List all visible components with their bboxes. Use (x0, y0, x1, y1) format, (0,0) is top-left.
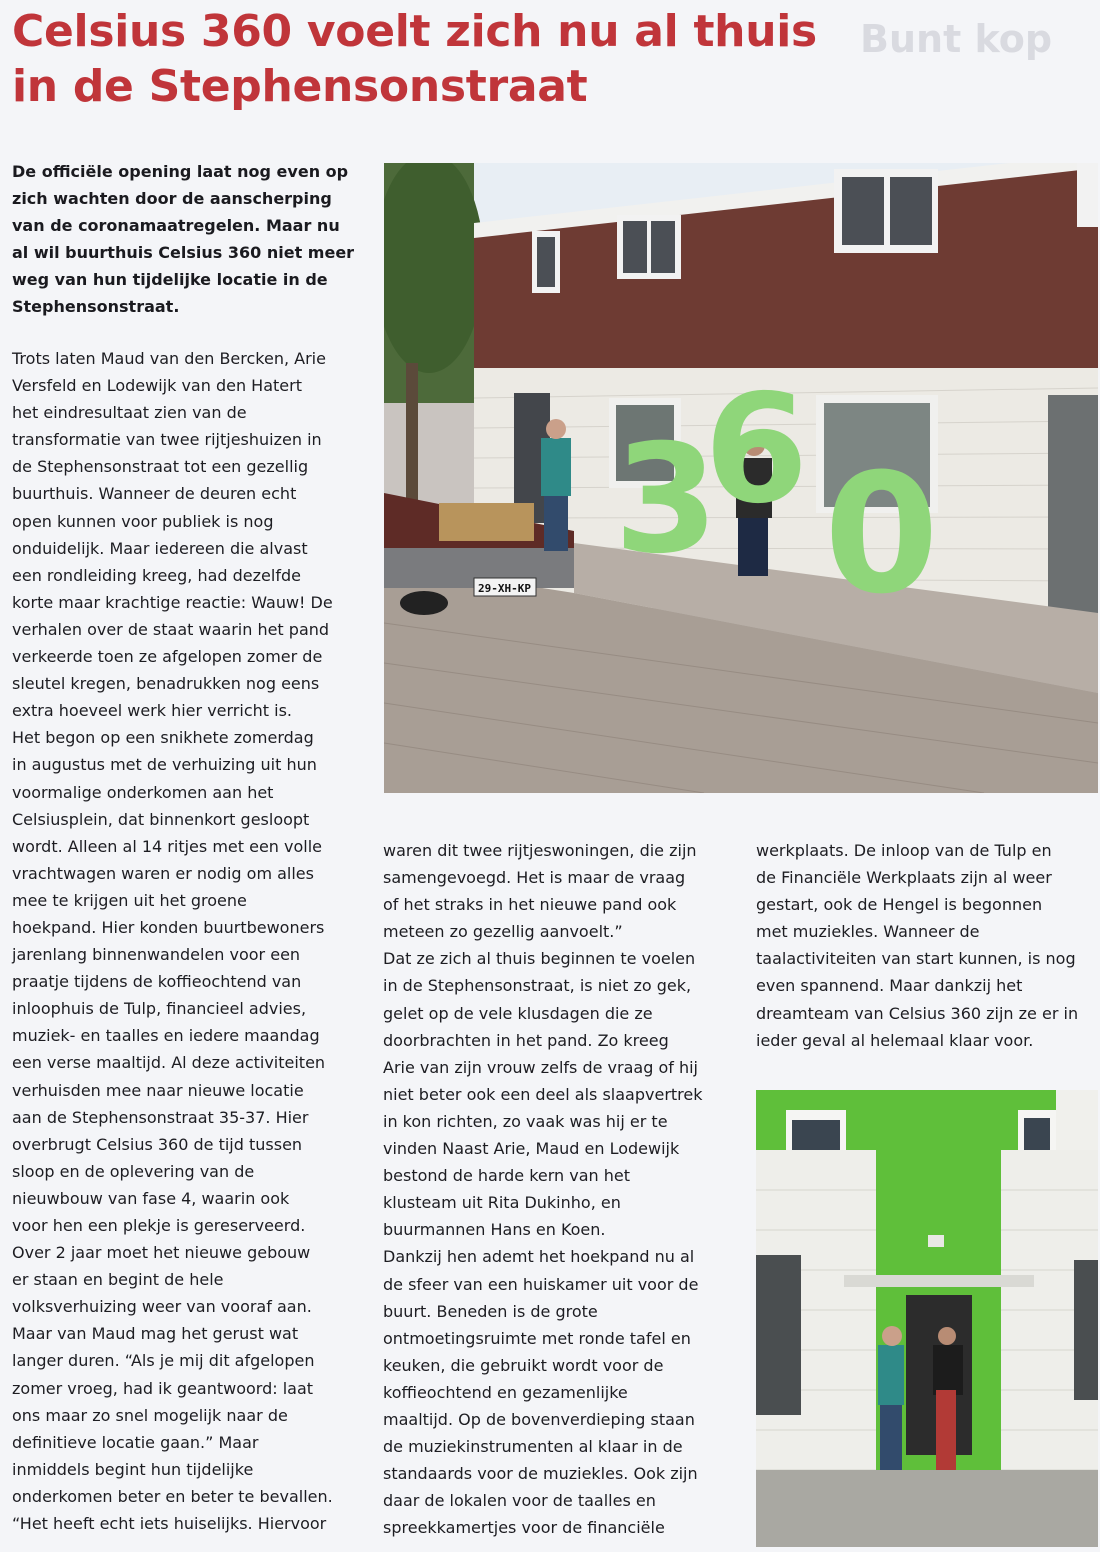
text-line: wordt. Alleen al 14 ritjes met een volle (12, 836, 323, 856)
text-line: in de Stephensonstraat, is niet zo gek, (383, 976, 692, 996)
text-line: ieder geval al helemaal klaar voor. (756, 1030, 1034, 1050)
text-line: Stephensonstraat. (12, 297, 180, 316)
text-line: onduidelijk. Maar iedereen die alvast (12, 538, 308, 558)
text-line: met muziekles. Wanneer de (756, 922, 980, 942)
text-line: Arie van zijn vrouw zelfs de vraag of hij (383, 1057, 698, 1077)
text-line: definitieve locatie gaan.” Maar (12, 1432, 259, 1452)
text-line: mee te krijgen uit het groene (12, 890, 247, 910)
text-line: gelet op de vele klusdagen die ze (383, 1003, 653, 1023)
text-line: muziek- en taalles en iedere maandag (12, 1026, 320, 1046)
text-line: hoekpand. Hier konden buurtbewoners (12, 917, 325, 937)
article-title (12, 4, 1092, 114)
text-line: open kunnen voor publiek is nog (12, 511, 274, 531)
text-line: in kon richten, zo vaak was hij er te (383, 1111, 668, 1131)
text-line: nieuwbouw van fase 4, waarin ook (12, 1188, 290, 1208)
text-line: overbrugt Celsius 360 de tijd tussen (12, 1134, 303, 1154)
text-line: zich wachten door de aanscherping (12, 189, 332, 208)
numeral-0: 0 (824, 438, 939, 630)
text-line: Dankzij hen ademt het hoekpand nu al (383, 1247, 695, 1267)
text-line: Dat ze zich al thuis beginnen te voelen (383, 949, 696, 969)
text-line: aan de Stephensonstraat 35-37. Hier (12, 1107, 309, 1127)
numeral-6: 6 (704, 363, 809, 537)
text-line: het eindresultaat zien van de (12, 403, 247, 423)
text-line: klusteam uit Rita Dukinho, en (383, 1193, 621, 1213)
text-line: de Financiële Werkplaats zijn al weer (756, 868, 1052, 888)
text-line: korte maar krachtige reactie: Wauw! De (12, 592, 333, 612)
text-line: een rondleiding kreeg, had dezelfde (12, 565, 301, 585)
text-line: Over 2 jaar moet het nieuwe gebouw (12, 1243, 311, 1263)
text-line: waren dit twee rijtjeswoningen, die zijn (383, 841, 697, 860)
text-line: sleutel kregen, benadrukken nog eens (12, 674, 320, 694)
text-line: Het begon op een snikhete zomerdag (12, 728, 314, 748)
text-line: dreamteam van Celsius 360 zijn ze er in (756, 1003, 1079, 1023)
text-line: vinden Naast Arie, Maud en Lodewijk (383, 1139, 680, 1159)
text-line: Trots laten Maud van den Bercken, Arie (12, 349, 326, 368)
text-line: de sfeer van een huiskamer uit voor de (383, 1274, 699, 1294)
text-line: “Het heeft echt iets huiselijks. Hiervoor (12, 1514, 327, 1534)
text-line: van de coronamaatregelen. Maar nu (12, 216, 340, 235)
text-line: inloophuis de Tulp, financieel advies, (12, 999, 307, 1019)
text-line: ontmoetingsruimte met ronde tafel en (383, 1328, 691, 1348)
text-line: verhalen over de staat waarin het pand (12, 619, 330, 639)
body-column-2 (383, 837, 743, 1541)
text-line: spreekkamertjes voor de financiële (383, 1518, 665, 1538)
text-line: werkplaats. De inloop van de Tulp en (756, 841, 1052, 860)
text-line: standaards voor de muziekles. Ook zijn (383, 1464, 698, 1484)
text-line: keuken, die gebruikt wordt voor de (383, 1355, 664, 1375)
text-line: inmiddels begint hun tijdelijke (12, 1459, 254, 1479)
text-line: voormalige onderkomen aan het (12, 782, 274, 802)
text-line: daar de lokalen voor de taalles en (383, 1491, 656, 1511)
text-line: al wil buurthuis Celsius 360 niet meer (12, 243, 355, 262)
text-line: De officiële opening laat nog even op (12, 162, 349, 181)
text-line: samengevoegd. Het is maar de vraag (383, 868, 686, 888)
photo-360-numerals (384, 163, 1098, 793)
text-line: Maar van Maud mag het gerust wat (12, 1324, 299, 1344)
text-line: de Stephensonstraat tot een gezellig (12, 457, 309, 477)
text-line: buurt. Beneden is de grote (383, 1301, 598, 1321)
text-line: er staan en begint de hele (12, 1270, 224, 1290)
body-column-3 (756, 837, 1096, 1054)
photo-green-building-entrance (756, 1090, 1098, 1547)
text-line: doorbrachten in het pand. Zo kreeg (383, 1030, 669, 1050)
text-line: extra hoeveel werk hier verricht is. (12, 701, 292, 721)
text-line: Versfeld en Lodewijk van den Hatert (12, 376, 302, 396)
facing-page-bleed-text: Bunt kop (860, 17, 1053, 61)
body-column-1 (12, 345, 374, 1537)
intro-paragraph (12, 158, 374, 320)
license-plate: 29-XH-KP (478, 582, 531, 595)
text-line: verhuisden mee naar nieuwe locatie (12, 1080, 304, 1100)
text-line: Celsiusplein, dat binnenkort gesloopt (12, 809, 310, 829)
title-line: Celsius 360 voelt zich nu al thuis (12, 6, 817, 57)
text-line: gestart, ook de Hengel is begonnen (756, 895, 1043, 915)
text-line: volksverhuizing weer van vooraf aan. (12, 1297, 312, 1317)
text-line: voor hen een plekje is gereserveerd. (12, 1216, 306, 1235)
text-line: in augustus met de verhuizing uit hun (12, 755, 317, 775)
text-line: transformatie van twee rijtjeshuizen in (12, 430, 322, 450)
text-line: jarenlang binnenwandelen voor een (12, 945, 301, 965)
text-line: langer duren. “Als je mij dit afgelopen (12, 1351, 315, 1371)
text-line: weg van hun tijdelijke locatie in de (12, 270, 328, 289)
text-line: ons maar zo snel mogelijk naar de (12, 1405, 288, 1425)
text-line: praatje tijdens de koffieochtend van (12, 972, 302, 992)
text-line: even spannend. Maar dankzij het (756, 976, 1023, 996)
text-line: verkeerde toen ze afgelopen zomer de (12, 647, 323, 667)
text-line: meteen zo gezellig aanvoelt.” (383, 922, 623, 942)
text-line: onderkomen beter en beter te bevallen. (12, 1486, 333, 1506)
text-line: vrachtwagen waren er nodig om alles (12, 863, 314, 883)
text-line: zomer vroeg, had ik geantwoord: laat (12, 1378, 314, 1398)
text-line: de muziekinstrumenten al klaar in de (383, 1437, 683, 1457)
text-line: buurmannen Hans en Koen. (383, 1220, 606, 1240)
text-line: sloop en de oplevering van de (12, 1161, 255, 1181)
text-line: maaltijd. Op de bovenverdieping staan (383, 1409, 695, 1429)
text-line: of het straks in het nieuwe pand ook (383, 895, 677, 915)
text-line: buurthuis. Wanneer de deuren echt (12, 484, 297, 504)
text-line: bestond de harde kern van het (383, 1166, 631, 1186)
text-line: taalactiviteiten van start kunnen, is nog (756, 949, 1076, 969)
text-line: een verse maaltijd. Al deze activiteiten (12, 1053, 326, 1073)
text-line: niet beter ook een deel als slaapvertrek (383, 1084, 703, 1104)
title-line: in de Stephensonstraat (12, 61, 588, 112)
numeral-3: 3 (614, 413, 719, 587)
text-line: koffieochtend en gezamenlijke (383, 1382, 628, 1402)
